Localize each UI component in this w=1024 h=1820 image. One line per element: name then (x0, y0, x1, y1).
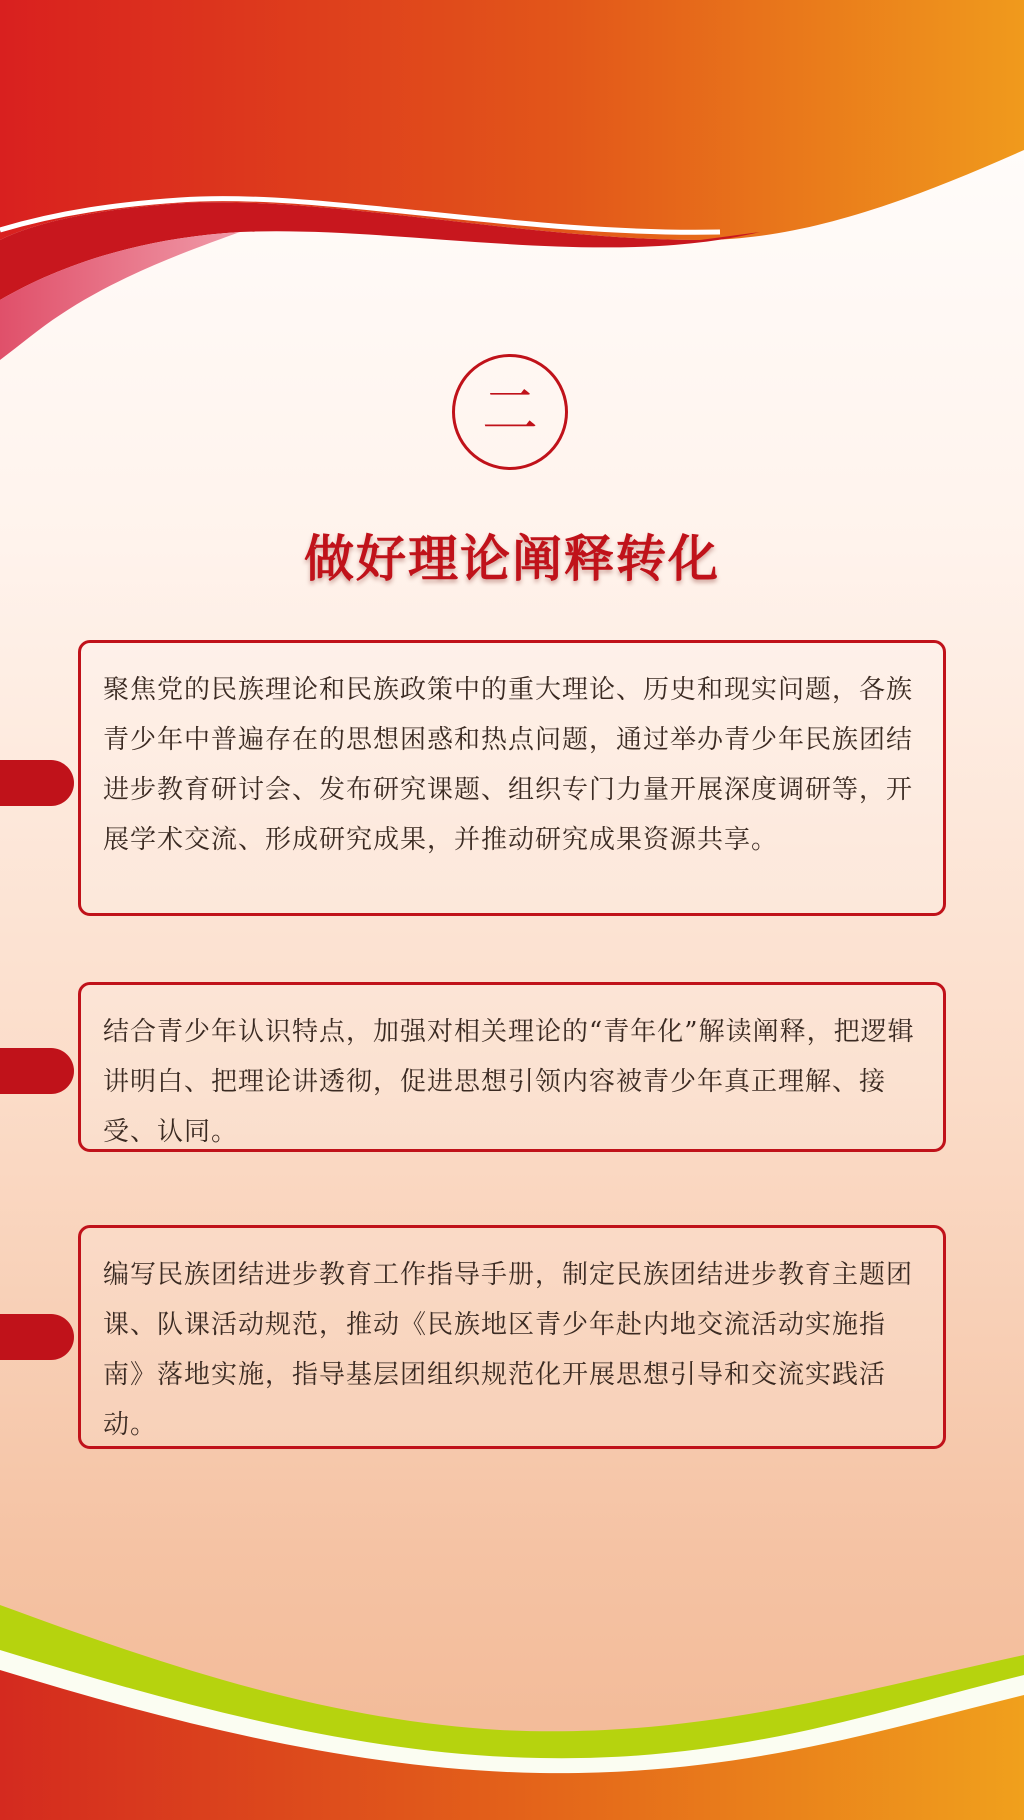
content-card-1 (78, 640, 946, 916)
card-text: 编写民族团结进步教育工作指导手册，制定民族团结进步教育主题团课、队课活动规范，推动《民族地区青少年赴内地交流活动实施指南》落地实施，指导基层团组织规范化开展思想引导和交流实践活动。 (103, 1260, 914, 1440)
card-marker-3 (0, 1314, 74, 1360)
card-marker-1 (0, 760, 74, 806)
section-number: 二 (482, 379, 538, 444)
top-wave-decoration (0, 0, 1024, 360)
content-card-2 (78, 982, 946, 1152)
bottom-wave-decoration (0, 1580, 1024, 1820)
content-card-3 (78, 1225, 946, 1449)
card-marker-2 (0, 1048, 74, 1094)
section-number-badge (452, 354, 568, 470)
card-text: 聚焦党的民族理论和民族政策中的重大理论、历史和现实问题，各族青少年中普遍存在的思想困惑和热点问题，通过举办青少年民族团结进步教育研讨会、发布研究课题、组织专门力量开展深度调研等，开展学术交流、形成研究成果，并推动研究成果资源共享。 (103, 675, 914, 855)
section-title: 做好理论阐释转化 (304, 530, 720, 588)
card-text: 结合青少年认识特点，加强对相关理论的“青年化”解读阐释，把逻辑讲明白、把理论讲透彻，促进思想引领内容被青少年真正理解、接受、认同。 (103, 1017, 915, 1147)
